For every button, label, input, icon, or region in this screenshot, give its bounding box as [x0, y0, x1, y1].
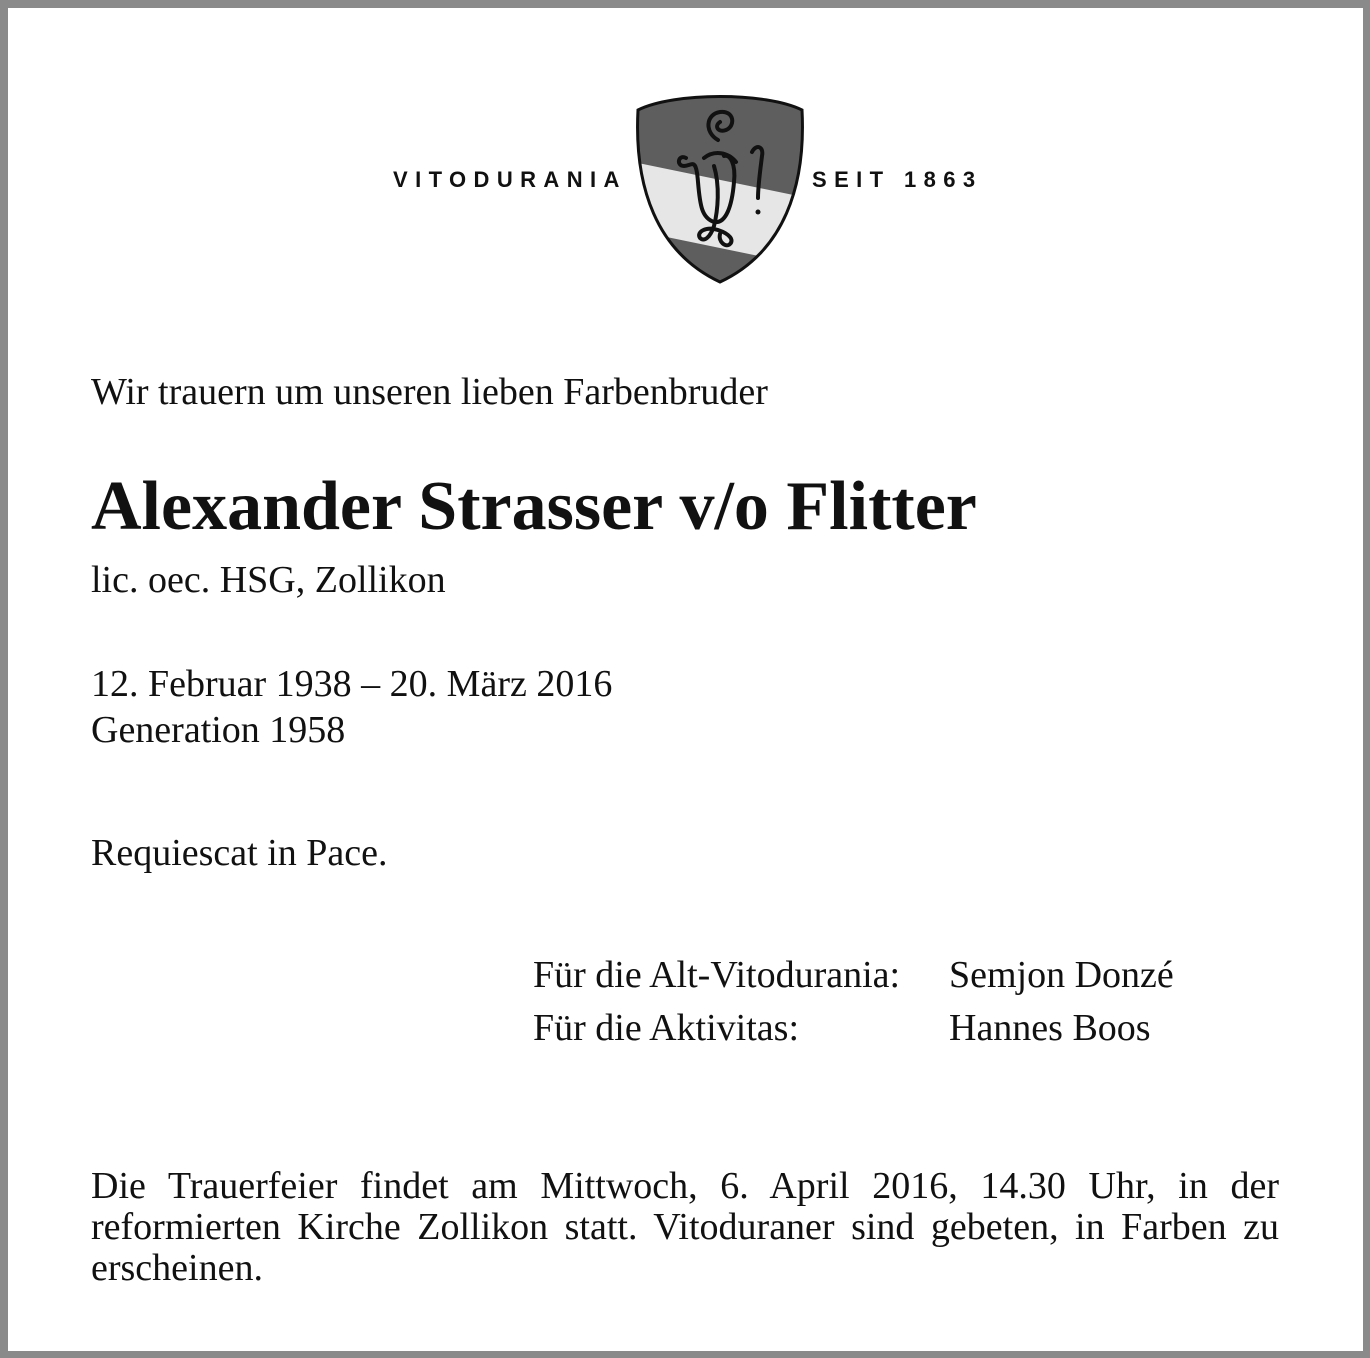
signature-name: Semjon Donzé: [949, 954, 1174, 996]
funeral-info: Die Trauerfeier findet am Mittwoch, 6. April 2016, 14.30 Uhr, in der reformierten Kirche Zollikon statt. Vitoduraner sind gebeten, in Farben zu erscheinen.: [91, 1165, 1279, 1289]
brand-name: VITODURANIA: [393, 167, 627, 192]
rip-line: Requiescat in Pace.: [91, 832, 388, 874]
shield-crest-icon: [634, 86, 806, 286]
deceased-title: lic. oec. HSG, Zollikon: [91, 559, 446, 601]
intro-line: Wir trauern um unseren lieben Farbenbruder: [91, 371, 768, 413]
deceased-name: Alexander Strasser v/o Flitter: [91, 468, 977, 545]
generation-line: Generation 1958: [91, 709, 346, 751]
signature-label: Für die Aktivitas:: [533, 1007, 799, 1049]
signature-name: Hannes Boos: [949, 1007, 1151, 1049]
life-dates: 12. Februar 1938 – 20. März 2016: [91, 663, 613, 705]
signature-label: Für die Alt-Vitodurania:: [533, 954, 901, 996]
brand-since: SEIT 1863: [812, 167, 983, 192]
